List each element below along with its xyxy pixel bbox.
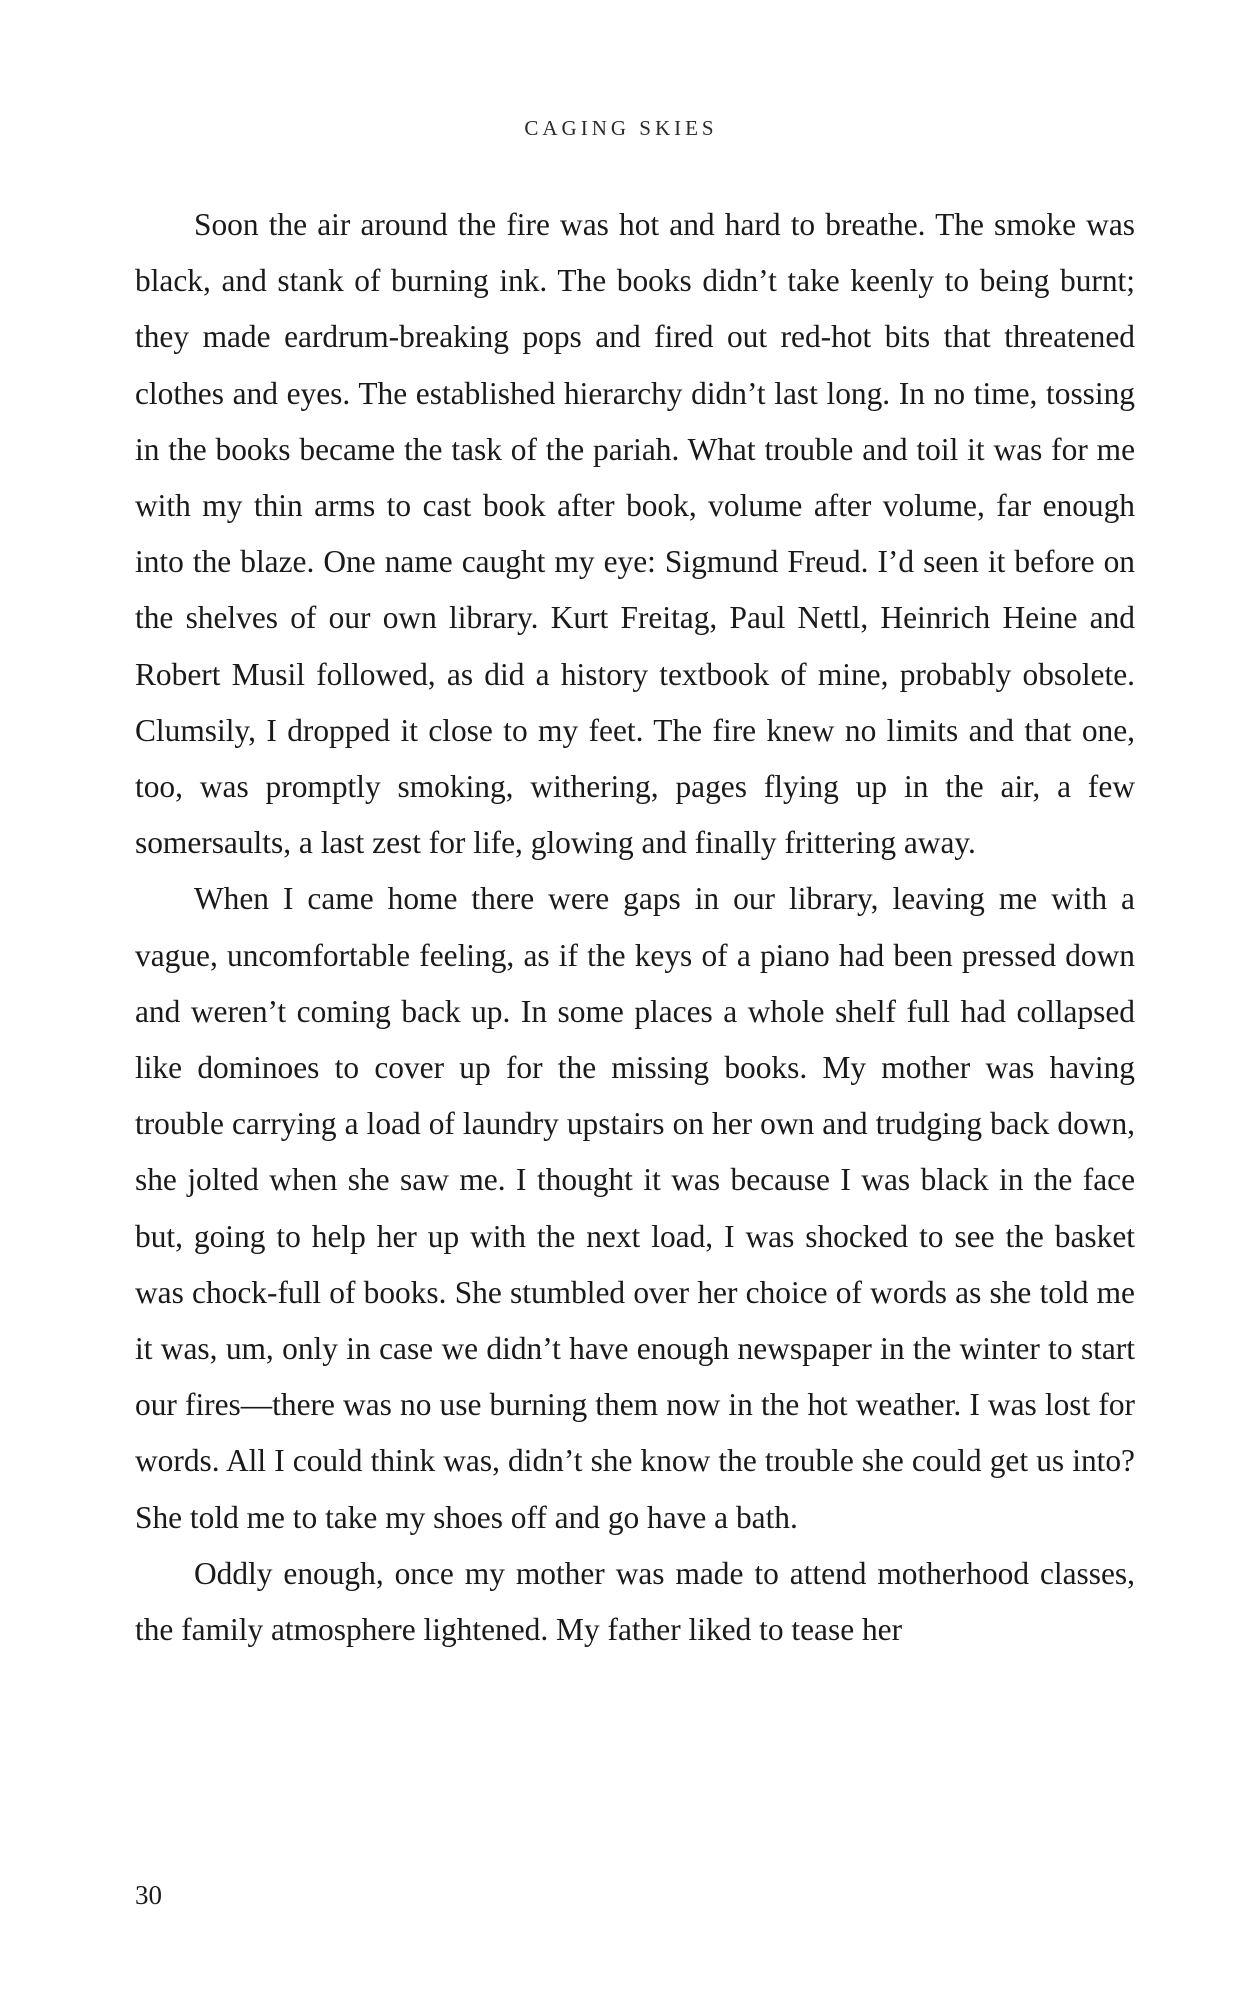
paragraph-1: Soon the air around the fire was hot and hard to breathe. The smoke was black, and stank of burning ink. The books didn’t take keenly to being burnt; they made eardrum-breaking pops and fired out red-hot bits that threatened clothes and eyes. The established hierarchy didn’t last long. In no time, tossing in the books became the task of the pariah. What trouble and toil it was for me with my thin arms to cast book after book, volume after volume, far enough into the blaze. One name caught my eye: Sigmund Freud. I’d seen it before on the shelves of our own library. Kurt Freitag, Paul Nettl, Heinrich Heine and Robert Musil followed, as did a history textbook of mine, probably obsolete. Clumsily, I dropped it close to my feet. The fire knew no limits and that one, too, was promptly smoking, withering, pages flying up in the air, a few somersaults, a last zest for life, glowing and finally frittering away.: [135, 207, 1135, 861]
paragraph-2: When I came home there were gaps in our library, leaving me with a vague, uncomfortable feeling, as if the keys of a piano had been pressed down and weren’t coming back up. In some places a whole shelf full had collapsed like dominoes to cover up for the missing books. My mother was having trouble carrying a load of laundry upstairs on her own and trudging back down, she jolted when she saw me. I thought it was because I was black in the face but, going to help her up with the next load, I was shocked to see the basket was chock-full of books. She stumbled over her choice of words as she told me it was, um, only in case we didn’t have enough newspaper in the winter to start our fires—there was no use burning them now in the hot weather. I was lost for words. All I could think was, didn’t she know the trouble she could get us into? She told me to take my shoes off and go have a bath.: [135, 881, 1135, 1535]
paragraph-3: Oddly enough, once my mother was made to attend motherhood classes, the family atmosphere lightened. My father liked to tease her: [135, 1555, 1135, 1648]
running-head: CAGING SKIES: [524, 116, 718, 140]
page-number: 30: [135, 1880, 162, 1910]
body-text: [135, 197, 1135, 1658]
